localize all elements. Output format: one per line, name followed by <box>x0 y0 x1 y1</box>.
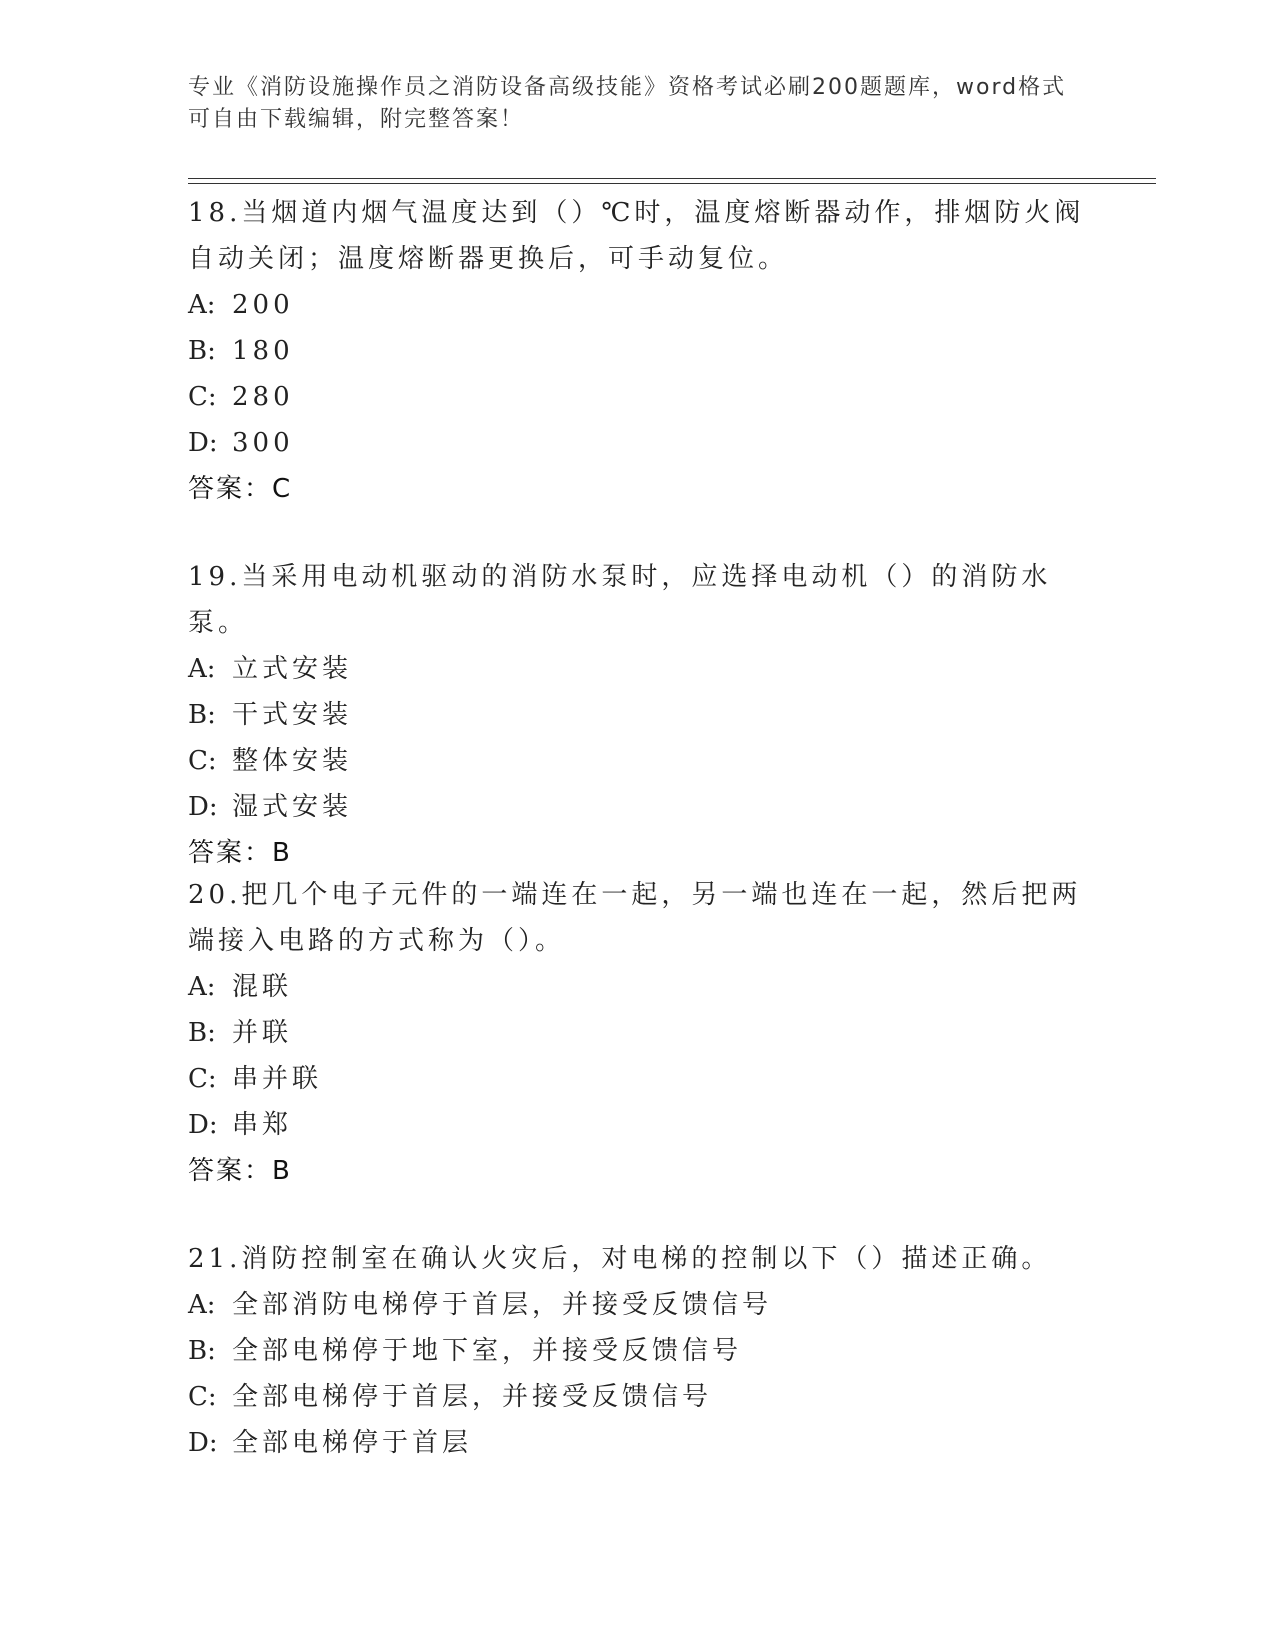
option-c <box>188 738 1088 784</box>
option-letter: A: <box>188 654 216 684</box>
option-text: 全部电梯停于地下室，并接受反馈信号 <box>232 1336 743 1366</box>
option-letter: C: <box>188 1382 217 1412</box>
option-c <box>188 1374 1088 1420</box>
option-text: 串并联 <box>232 1064 323 1094</box>
option-c <box>188 1056 1088 1102</box>
option-b <box>188 1010 1088 1056</box>
option-letter: C: <box>188 1064 217 1094</box>
option-text: 180 <box>232 336 294 366</box>
option-letter: D: <box>188 1110 218 1140</box>
option-letter: B: <box>188 336 216 366</box>
document-header: 专业《消防设施操作员之消防设备高级技能》资格考试必刷200题题库，word格式可自由下载编辑，附完整答案！ <box>188 75 1067 132</box>
header-divider-bottom <box>188 183 1156 184</box>
option-text: 全部消防电梯停于首层，并接受反馈信号 <box>232 1290 773 1320</box>
answer-key: 答案：C <box>188 474 293 504</box>
option-text: 立式安装 <box>232 654 353 684</box>
option-letter: B: <box>188 700 216 730</box>
option-letter: D: <box>188 1428 218 1458</box>
option-letter: D: <box>188 428 218 458</box>
option-a <box>188 1282 1088 1328</box>
option-a <box>188 282 1088 328</box>
option-letter: A: <box>188 290 216 320</box>
option-text: 串郑 <box>232 1110 293 1140</box>
question-title: 20.把几个电子元件的一端连在一起，另一端也连在一起，然后把两端接入电路的方式称为（）。 <box>188 880 1082 956</box>
option-letter: B: <box>188 1336 216 1366</box>
option-d <box>188 420 1088 466</box>
option-text: 整体安装 <box>232 746 353 776</box>
option-d <box>188 784 1088 830</box>
question-title: 21.消防控制室在确认火灾后，对电梯的控制以下（）描述正确。 <box>188 1244 1052 1274</box>
question-title: 19.当采用电动机驱动的消防水泵时，应选择电动机（）的消防水泵。 <box>188 562 1052 638</box>
answer-key: 答案：B <box>188 1156 292 1186</box>
option-letter: B: <box>188 1018 216 1048</box>
option-text: 300 <box>232 428 294 458</box>
question-18 <box>188 190 1088 512</box>
option-text: 混联 <box>232 972 293 1002</box>
option-letter: C: <box>188 746 217 776</box>
option-a <box>188 964 1088 1010</box>
option-letter: A: <box>188 1290 216 1320</box>
option-text: 湿式安装 <box>232 792 353 822</box>
answer-key: 答案：B <box>188 838 292 868</box>
option-text: 280 <box>232 382 294 412</box>
option-b <box>188 1328 1088 1374</box>
option-text: 干式安装 <box>232 700 353 730</box>
option-a <box>188 646 1088 692</box>
question-19 <box>188 554 1088 876</box>
option-letter: D: <box>188 792 218 822</box>
option-letter: A: <box>188 972 216 1002</box>
option-text: 全部电梯停于首层 <box>232 1428 473 1458</box>
option-c <box>188 374 1088 420</box>
option-d <box>188 1420 1088 1466</box>
option-text: 全部电梯停于首层，并接受反馈信号 <box>232 1382 713 1412</box>
option-b <box>188 328 1088 374</box>
option-text: 并联 <box>232 1018 293 1048</box>
question-21 <box>188 1236 1088 1466</box>
option-b <box>188 692 1088 738</box>
question-20 <box>188 872 1088 1194</box>
option-text: 200 <box>232 290 294 320</box>
header-divider-top <box>188 178 1156 179</box>
option-letter: C: <box>188 382 217 412</box>
option-d <box>188 1102 1088 1148</box>
question-title: 18.当烟道内烟气温度达到（）℃时，温度熔断器动作，排烟防火阀自动关闭；温度熔断器更换后，可手动复位。 <box>188 198 1085 274</box>
